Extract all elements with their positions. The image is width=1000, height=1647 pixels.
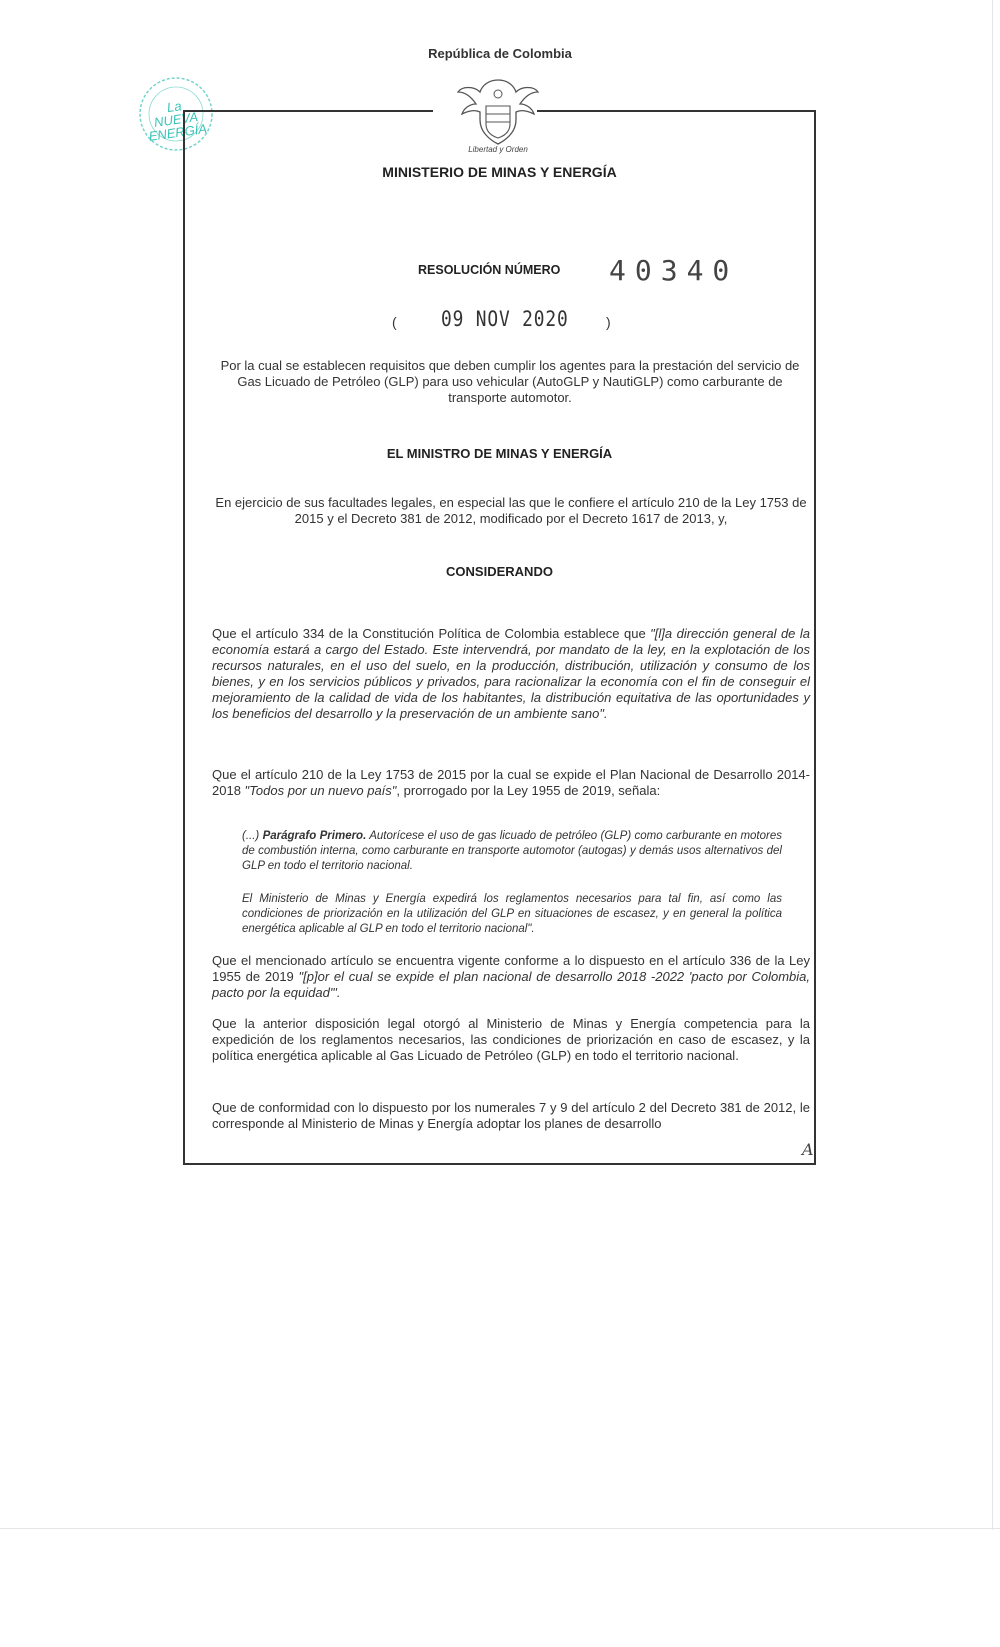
resolution-date: 09 NOV 2020	[441, 307, 569, 331]
quote-1-text: Autorícese el uso de gas licuado de petróleo (GLP) como carburante en motores de combustión interna, como carburante en transporte automotor (autogas) y demás usos alternativos del GLP en todo el territorio nacional.	[242, 830, 782, 872]
paragraph-article-336	[212, 953, 810, 1001]
considering-heading: CONSIDERANDO	[446, 564, 553, 579]
date-close-paren: )	[606, 314, 611, 330]
paragraph-decree-381: Que de conformidad con lo dispuesto por los numerales 7 y 9 del artículo 2 del Decreto 381 de 2012, le corresponde al Ministerio de Minas y Energía adoptar los planes de desarrollo	[212, 1100, 810, 1131]
paragraph-article-210	[212, 767, 810, 799]
paragraph-3-quote: "[p]or el cual se expide el plan nacional de desarrollo 2018 -2022 'pacto por Colombia, pacto por la equidad'".	[212, 969, 810, 1000]
paragraph-1-quote: "[l]a dirección general de la economía estará a cargo del Estado. Este intervendrá, por mandato de la ley, en la explotación de los recursos naturales, en el uso del suelo, en la producción, distribución, utilización y consumo de los bienes, y en los servicios públicos y privados, para racionalizar la economía con el fin de conseguir el mejoramiento de la calidad de vida de los habitantes, la distribución equitativa de las oportunidades y los beneficios del desarrollo y la preservación de un ambiente sano".	[212, 626, 810, 721]
resolution-number: 40340	[609, 254, 739, 287]
resolution-label: RESOLUCIÓN NÚMERO	[418, 263, 561, 277]
country-name: República de Colombia	[428, 46, 572, 61]
legal-faculties: En ejercicio de sus facultades legales, en especial las que le confiere el artículo 210 de la Ley 1753 de 2015 y el Decreto 381 de 2012, modificado por el Decreto 1617 de 2013, y,	[215, 495, 807, 526]
paragraph-article-334	[212, 626, 810, 722]
quote-1-bold: Parágrafo Primero.	[262, 830, 367, 842]
paragraph-2-text-a: Que el artículo 210 de la Ley 1753 de 2015 por la cual se expide el Plan Nacional de Desarrollo 2014-2018	[212, 767, 810, 798]
paragraph-2-quote: "Todos por un nuevo país"	[244, 783, 397, 798]
coat-of-arms-motto: Libertad y Orden	[468, 145, 528, 154]
paragraph-1-text: Que el artículo 334 de la Constitución Política de Colombia establece que	[212, 626, 651, 641]
ministry-title: MINISTERIO DE MINAS Y ENERGÍA	[382, 164, 617, 180]
page-bottom-line	[0, 1528, 1000, 1529]
page-edge-line	[992, 0, 993, 1530]
quote-1-prefix: (...)	[242, 830, 263, 842]
handwritten-initial: A	[802, 1140, 814, 1159]
paragraph-competence: Que la anterior disposición legal otorgó al Ministerio de Minas y Energía competencia para la expedición de los reglamentos necesarios, las condiciones de priorización en caso de escasez, y la política energética aplicable al Gas Licuado de Petróleo (GLP) en todo el territorio nacional.	[212, 1016, 810, 1063]
quote-paragraph-second: El Ministerio de Minas y Energía expedirá los reglamentos necesarios para tal fin, así como las condiciones de priorización en la utilización del GLP en situaciones de escasez, y en general la política energética aplicable al GLP en todo el territorio nacional".	[242, 893, 782, 935]
quote-paragraph-first	[242, 829, 782, 874]
minister-heading: EL MINISTRO DE MINAS Y ENERGÍA	[386, 446, 613, 461]
paragraph-3-text: Que el mencionado artículo se encuentra vigente conforme a lo dispuesto en el artículo 336 de la Ley 1955 de 2019	[212, 953, 810, 984]
date-open-paren: (	[392, 314, 397, 330]
stamp-text: La NUEVA ENERGÍA	[147, 98, 208, 144]
resolution-summary: Por la cual se establecen requisitos que deben cumplir los agentes para la prestación del servicio de Gas Licuado de Petróleo (GLP) para uso vehicular (AutoGLP y NautiGLP) como carburante de transporte automotor.	[220, 358, 800, 405]
paragraph-2-text-b: , prorrogado por la Ley 1955 de 2019, señala:	[396, 783, 661, 798]
coat-of-arms-icon	[450, 76, 546, 150]
